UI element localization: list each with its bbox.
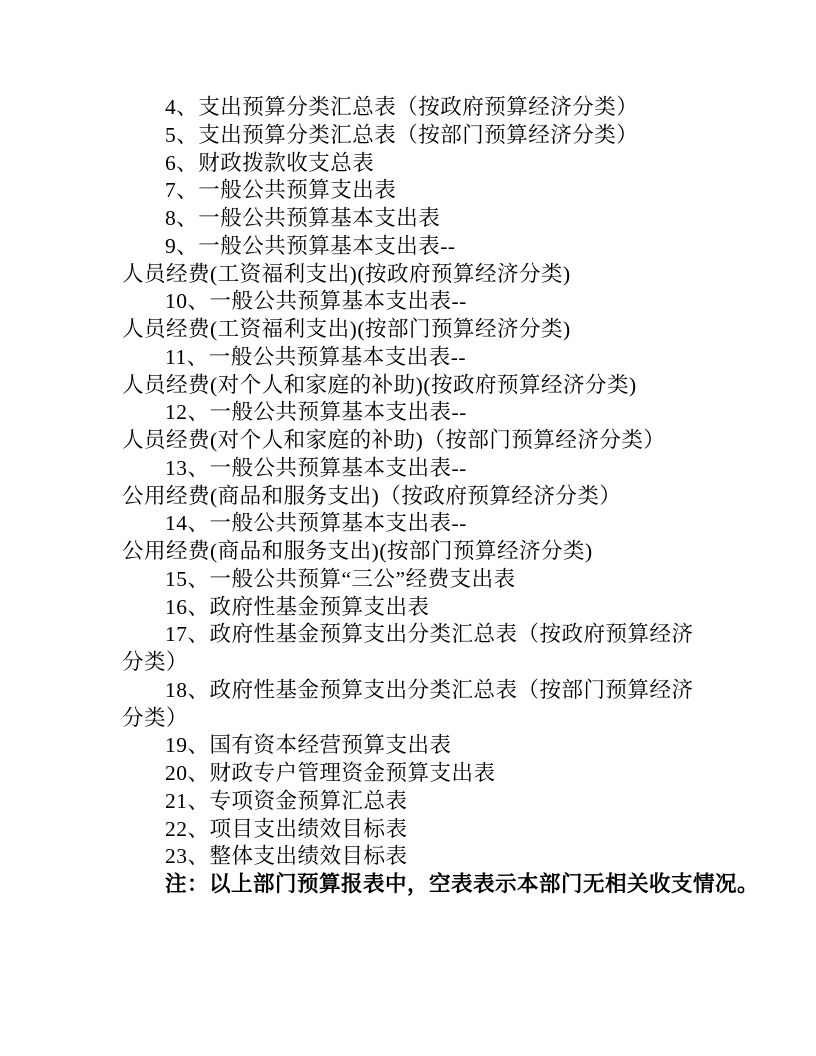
document-body xyxy=(122,94,760,899)
continuation-line: 人员经费(对个人和家庭的补助)(按政府预算经济分类) xyxy=(122,372,637,397)
list-item-5: 5、支出预算分类汇总表（按部门预算经济分类） xyxy=(165,122,639,147)
continuation-line: 分类） xyxy=(122,650,189,674)
list-item-12: 12、一般公共预算基本支出表-- xyxy=(165,400,467,425)
list-item-23: 23、整体支出绩效目标表 xyxy=(165,844,408,869)
note-line: 注：以上部门预算报表中，空表表示本部门无相关收支情况。 xyxy=(165,872,760,896)
list-item-7: 7、一般公共预算支出表 xyxy=(165,178,397,203)
list-item-19: 19、国有资本经营预算支出表 xyxy=(165,733,452,758)
list-item-6: 6、财政拨款收支总表 xyxy=(165,150,375,175)
list-item-13: 13、一般公共预算基本支出表-- xyxy=(165,455,467,480)
list-item-15: 15、一般公共预算“三公”经费支出表 xyxy=(165,566,516,591)
continuation-line: 分类） xyxy=(122,705,189,730)
list-item-10: 10、一般公共预算基本支出表-- xyxy=(165,289,467,314)
continuation-line: 人员经费(工资福利支出)(按政府预算经济分类) xyxy=(122,261,571,286)
list-item-11: 11、一般公共预算基本支出表-- xyxy=(165,344,467,369)
list-item-16: 16、政府性基金预算支出表 xyxy=(165,594,430,619)
list-item-22: 22、项目支出绩效目标表 xyxy=(165,816,408,841)
continuation-line: 公用经费(商品和服务支出)（按政府预算经济分类） xyxy=(122,483,622,508)
list-item-20: 20、财政专户管理资金预算支出表 xyxy=(165,761,496,785)
continuation-line: 人员经费(工资福利支出)(按部门预算经济分类) xyxy=(122,317,571,341)
list-item-18: 18、政府性基金预算支出分类汇总表（按部门预算经济 xyxy=(165,677,694,702)
list-item-17: 17、政府性基金预算支出分类汇总表（按政府预算经济 xyxy=(165,622,694,647)
list-item-8: 8、一般公共预算基本支出表 xyxy=(165,206,441,230)
list-item-21: 21、专项资金预算汇总表 xyxy=(165,788,408,813)
continuation-line: 公用经费(商品和服务支出)(按部门预算经济分类) xyxy=(122,539,593,563)
list-item-9: 9、一般公共预算基本支出表-- xyxy=(165,233,456,258)
continuation-line: 人员经费(对个人和家庭的补助)（按部门预算经济分类） xyxy=(122,428,666,452)
list-item-4: 4、支出预算分类汇总表（按政府预算经济分类） xyxy=(165,95,639,119)
list-item-14: 14、一般公共预算基本支出表-- xyxy=(165,511,467,536)
